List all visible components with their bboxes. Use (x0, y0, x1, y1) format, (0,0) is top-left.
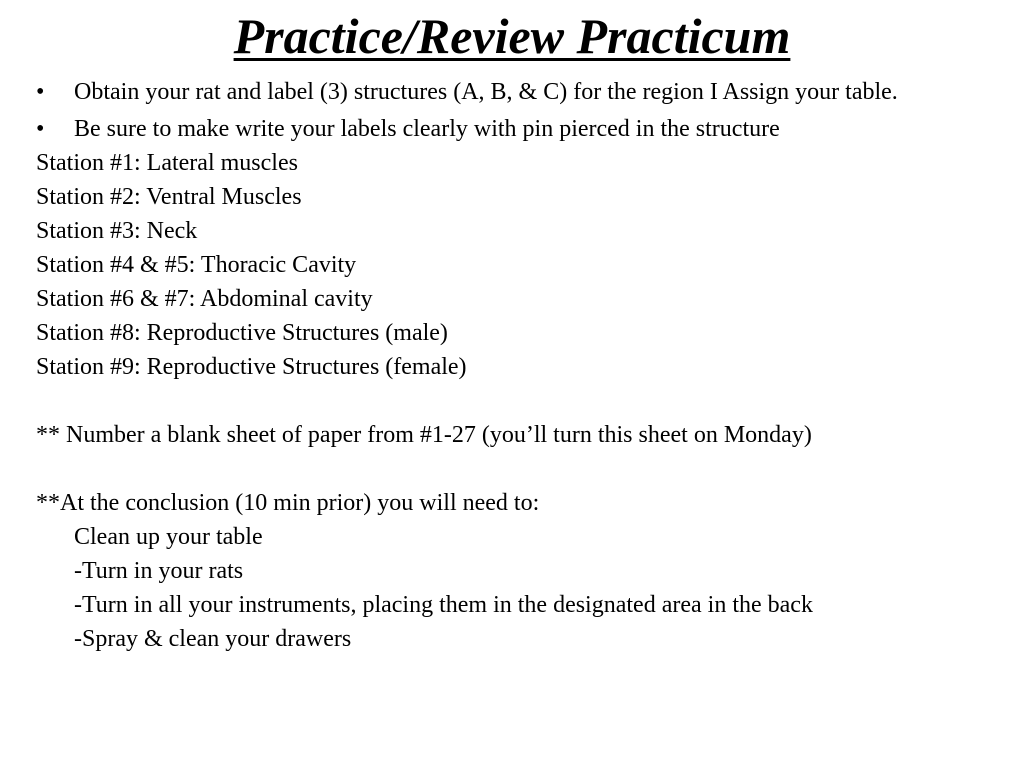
station-9: Station #9: Reproductive Structures (female) (36, 354, 467, 380)
number-sheet-note: ** Number a blank sheet of paper from #1-27 (you’ll turn this sheet on Monday) (36, 422, 812, 448)
bullet-item-1 (36, 78, 996, 106)
bullet-text: Be sure to make write your labels clearly with pin pierced in the structure (74, 116, 780, 142)
spacer (36, 384, 996, 418)
slide-title: Practice/Review Practicum (233, 8, 791, 64)
task-clean-table: Clean up your table (74, 524, 263, 550)
task-turn-in-rats: -Turn in your rats (74, 558, 244, 584)
task-turn-in-instruments: -Turn in all your instruments, placing them in the designated area in the back (74, 592, 813, 618)
spacer (36, 452, 996, 486)
station-4-5: Station #4 & #5: Thoracic Cavity (36, 252, 357, 278)
bullet-text: Obtain your rat and label (3) structures (A, B, & C) for the region I Assign your table. (74, 79, 898, 105)
station-3: Station #3: Neck (36, 218, 198, 244)
station-2: Station #2: Ventral Muscles (36, 184, 302, 210)
bullet-marker: • (36, 116, 45, 142)
bullet-item-2 (36, 112, 996, 146)
conclusion-heading: **At the conclusion (10 min prior) you will need to: (36, 490, 540, 516)
station-8: Station #8: Reproductive Structures (male) (36, 320, 448, 346)
station-6-7: Station #6 & #7: Abdominal cavity (36, 286, 373, 312)
bullet-marker: • (36, 79, 45, 105)
slide-body (36, 78, 996, 656)
station-1: Station #1: Lateral muscles (36, 150, 298, 176)
task-spray-drawers: -Spray & clean your drawers (74, 626, 352, 652)
